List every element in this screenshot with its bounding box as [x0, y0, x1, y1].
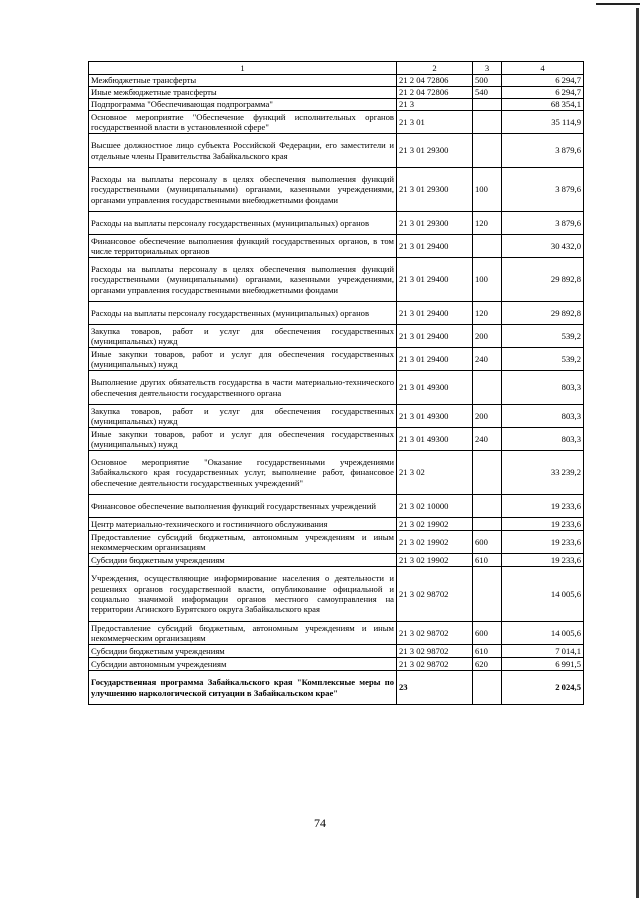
- row-name-cell: Закупка товаров, работ и услуг для обеспечения государственных (муниципальных) нужд: [89, 325, 397, 348]
- row-name-cell: Государственная программа Забайкальского края "Комплексные меры по улучшению наркологической ситуации в Забайкальском крае": [89, 671, 397, 705]
- row-type-cell: 600: [473, 531, 502, 554]
- table-row: [89, 258, 584, 302]
- row-amount-cell: 33 239,2: [502, 451, 584, 495]
- row-code-cell: 21 3 01 49300: [397, 405, 473, 428]
- table-row: [89, 134, 584, 168]
- row-code-cell: 21 3 02 98702: [397, 622, 473, 645]
- header-cell-code: 2: [397, 62, 473, 75]
- header-cell-type: 3: [473, 62, 502, 75]
- table-row: [89, 531, 584, 554]
- row-amount-cell: 19 233,6: [502, 531, 584, 554]
- row-name-cell: Субсидии бюджетным учреждениям: [89, 645, 397, 658]
- row-name-cell: Иные межбюджетные трансферты: [89, 87, 397, 99]
- row-type-cell: 200: [473, 405, 502, 428]
- row-name-cell: Субсидии автономным учреждениям: [89, 658, 397, 671]
- row-type-cell: 100: [473, 258, 502, 302]
- row-name-cell: Учреждения, осуществляющие информирование населения о деятельности и решениях органов государственной власти, опубликование официальной и социально значимой информации органов местного самоуправления на территории Агинского Бурятского округа Забайкальского края: [89, 567, 397, 622]
- row-amount-cell: 19 233,6: [502, 495, 584, 518]
- row-type-cell: [473, 518, 502, 531]
- table-row: [89, 75, 584, 87]
- table-row: [89, 428, 584, 451]
- row-name-cell: Иные закупки товаров, работ и услуг для обеспечения государственных (муниципальных) нужд: [89, 428, 397, 451]
- row-code-cell: 21 3 02 98702: [397, 645, 473, 658]
- table-row: [89, 212, 584, 235]
- row-name-cell: Подпрограмма "Обеспечивающая подпрограмма": [89, 99, 397, 111]
- row-code-cell: 21 3 01 29400: [397, 302, 473, 325]
- row-code-cell: 21 3 01 29400: [397, 348, 473, 371]
- row-type-cell: [473, 99, 502, 111]
- row-amount-cell: 14 005,6: [502, 622, 584, 645]
- row-code-cell: 21 3 01: [397, 111, 473, 134]
- row-amount-cell: 19 233,6: [502, 554, 584, 567]
- row-code-cell: 21 2 04 72806: [397, 87, 473, 99]
- row-type-cell: 240: [473, 428, 502, 451]
- row-amount-cell: 19 233,6: [502, 518, 584, 531]
- row-type-cell: 600: [473, 622, 502, 645]
- table-row: [89, 451, 584, 495]
- row-code-cell: 21 3 01 29400: [397, 235, 473, 258]
- row-name-cell: Высшее должностное лицо субъекта Российской Федерации, его заместители и отдельные члены Правительства Забайкальского края: [89, 134, 397, 168]
- row-code-cell: 21 3 01 49300: [397, 428, 473, 451]
- row-name-cell: Основное мероприятие "Обеспечение функций исполнительных органов государственной власти в установленной сфере": [89, 111, 397, 134]
- row-type-cell: [473, 451, 502, 495]
- row-name-cell: Расходы на выплаты персоналу в целях обеспечения выполнения функций государственными (муниципальными) органами, казенными учреждениями, органами управления государственными внебюджетными фондами: [89, 258, 397, 302]
- row-amount-cell: 803,3: [502, 428, 584, 451]
- row-code-cell: 21 3 02 98702: [397, 658, 473, 671]
- table-row: [89, 405, 584, 428]
- row-amount-cell: 7 014,1: [502, 645, 584, 658]
- row-code-cell: 21 3 01 29300: [397, 168, 473, 212]
- table-body: [89, 75, 584, 705]
- row-code-cell: 21 3 01 29400: [397, 258, 473, 302]
- table-row: [89, 99, 584, 111]
- row-name-cell: Иные закупки товаров, работ и услуг для обеспечения государственных (муниципальных) нужд: [89, 348, 397, 371]
- row-code-cell: 21 3 01 29300: [397, 212, 473, 235]
- row-amount-cell: 6 991,5: [502, 658, 584, 671]
- row-name-cell: Финансовое обеспечение выполнения функций государственных учреждений: [89, 495, 397, 518]
- row-name-cell: Предоставление субсидий бюджетным, автономным учреждениям и иным некоммерческим организациям: [89, 531, 397, 554]
- table-row: [89, 111, 584, 134]
- row-type-cell: [473, 111, 502, 134]
- row-amount-cell: 30 432,0: [502, 235, 584, 258]
- row-type-cell: 620: [473, 658, 502, 671]
- header-cell-name: 1: [89, 62, 397, 75]
- row-type-cell: [473, 235, 502, 258]
- row-amount-cell: 3 879,6: [502, 134, 584, 168]
- row-type-cell: [473, 671, 502, 705]
- row-type-cell: 200: [473, 325, 502, 348]
- row-type-cell: 500: [473, 75, 502, 87]
- table-row: [89, 658, 584, 671]
- row-code-cell: 21 3 02 19902: [397, 518, 473, 531]
- row-amount-cell: 35 114,9: [502, 111, 584, 134]
- row-amount-cell: 539,2: [502, 348, 584, 371]
- row-code-cell: 23: [397, 671, 473, 705]
- row-amount-cell: 2 024,5: [502, 671, 584, 705]
- table-row: [89, 567, 584, 622]
- header-cell-amount: 4: [502, 62, 584, 75]
- page-edge-top: [596, 3, 640, 5]
- row-name-cell: Центр материально-технического и гостиничного обслуживания: [89, 518, 397, 531]
- row-amount-cell: 29 892,8: [502, 258, 584, 302]
- table-row: [89, 554, 584, 567]
- row-type-cell: 120: [473, 212, 502, 235]
- row-type-cell: [473, 567, 502, 622]
- row-amount-cell: 3 879,6: [502, 168, 584, 212]
- row-name-cell: Закупка товаров, работ и услуг для обеспечения государственных (муниципальных) нужд: [89, 405, 397, 428]
- row-name-cell: Расходы на выплаты персоналу государственных (муниципальных) органов: [89, 212, 397, 235]
- row-code-cell: 21 2 04 72806: [397, 75, 473, 87]
- row-type-cell: [473, 134, 502, 168]
- row-name-cell: Основное мероприятие "Оказание государственными учреждениями Забайкальского края государственных услуг, выполнение работ, финансовое обеспечение деятельности государственных учреждений": [89, 451, 397, 495]
- row-code-cell: 21 3 02: [397, 451, 473, 495]
- row-code-cell: 21 3 01 29300: [397, 134, 473, 168]
- table-row: [89, 518, 584, 531]
- table-row: [89, 371, 584, 405]
- row-name-cell: Выполнение других обязательств государства в части материально-технического обеспечения деятельности государственного органа: [89, 371, 397, 405]
- row-code-cell: 21 3: [397, 99, 473, 111]
- row-type-cell: 240: [473, 348, 502, 371]
- row-amount-cell: 68 354,1: [502, 99, 584, 111]
- row-amount-cell: 6 294,7: [502, 75, 584, 87]
- row-code-cell: 21 3 02 19902: [397, 554, 473, 567]
- table-row: [89, 325, 584, 348]
- row-name-cell: Предоставление субсидий бюджетным, автономным учреждениям и иным некоммерческим организациям: [89, 622, 397, 645]
- table-row: [89, 495, 584, 518]
- row-amount-cell: 29 892,8: [502, 302, 584, 325]
- table-row: [89, 235, 584, 258]
- table-row: [89, 622, 584, 645]
- page-edge-right: [636, 8, 639, 898]
- row-amount-cell: 6 294,7: [502, 87, 584, 99]
- row-name-cell: Субсидии бюджетным учреждениям: [89, 554, 397, 567]
- table-row: [89, 168, 584, 212]
- row-code-cell: 21 3 01 29400: [397, 325, 473, 348]
- row-name-cell: Финансовое обеспечение выполнения функций государственных органов, в том числе территориальных органов: [89, 235, 397, 258]
- table-row: [89, 348, 584, 371]
- row-code-cell: 21 3 02 10000: [397, 495, 473, 518]
- row-type-cell: 610: [473, 554, 502, 567]
- row-type-cell: [473, 495, 502, 518]
- row-amount-cell: 539,2: [502, 325, 584, 348]
- page-number: 74: [314, 816, 326, 830]
- table-row: [89, 87, 584, 99]
- row-type-cell: 120: [473, 302, 502, 325]
- row-name-cell: Расходы на выплаты персоналу в целях обеспечения выполнения функций государственными (муниципальными) органами, казенными учреждениями, органами управления государственными внебюджетными фондами: [89, 168, 397, 212]
- row-amount-cell: 803,3: [502, 371, 584, 405]
- row-code-cell: 21 3 02 98702: [397, 567, 473, 622]
- row-name-cell: Расходы на выплаты персоналу государственных (муниципальных) органов: [89, 302, 397, 325]
- row-type-cell: 540: [473, 87, 502, 99]
- table-row: [89, 671, 584, 705]
- row-type-cell: 100: [473, 168, 502, 212]
- row-type-cell: [473, 371, 502, 405]
- row-amount-cell: 803,3: [502, 405, 584, 428]
- budget-table: [88, 61, 584, 705]
- row-name-cell: Межбюджетные трансферты: [89, 75, 397, 87]
- row-amount-cell: 14 005,6: [502, 567, 584, 622]
- table-row: [89, 645, 584, 658]
- header-row: [89, 62, 584, 75]
- table-row: [89, 302, 584, 325]
- row-code-cell: 21 3 02 19902: [397, 531, 473, 554]
- row-type-cell: 610: [473, 645, 502, 658]
- row-amount-cell: 3 879,6: [502, 212, 584, 235]
- row-code-cell: 21 3 01 49300: [397, 371, 473, 405]
